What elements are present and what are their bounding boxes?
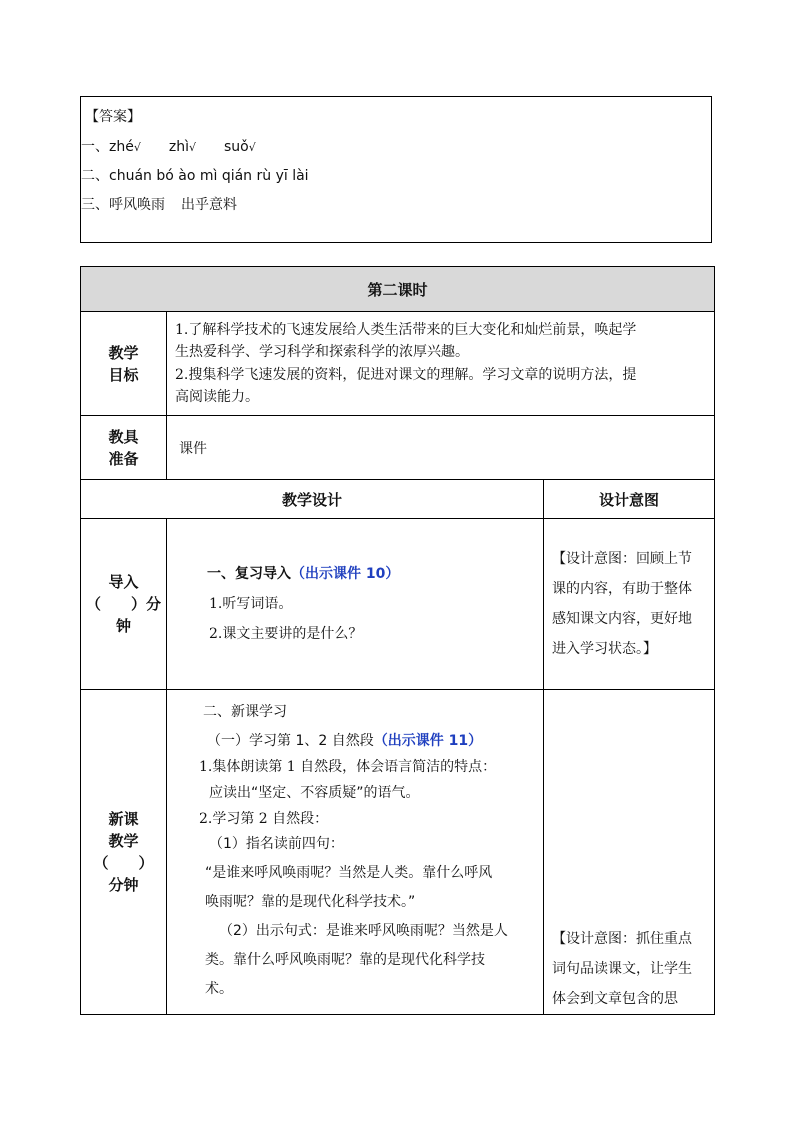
answer-line-1-prefix: 一、	[81, 139, 109, 155]
lesson-header: 第二课时	[81, 267, 715, 312]
answer-line-3	[81, 194, 237, 214]
goals-label: 教学 目标	[81, 312, 167, 416]
answer-line-1	[81, 136, 256, 156]
intro-slide-note: （出示课件 10）	[291, 566, 400, 582]
intro-heading: 一、复习导入	[207, 566, 291, 582]
intro-label: 导入 （ ）分 钟	[81, 519, 167, 690]
new-lesson-intent: 【设计意图：抓住重点 词句品读课文，让学生 体会到文章包含的思	[544, 690, 715, 1015]
goals-content: 1.了解科学技术的飞速发展给人类生活带来的巨大变化和灿烂前景，唤起学 生热爱科学、学习科学和探索科学的浓厚兴趣。 2.搜集科学飞速发展的资料，促进对课文的理解。学习文章的说明方法，提 高阅读能力。	[167, 312, 715, 416]
design-column-header: 教学设计	[81, 480, 544, 519]
new-slide-note: （出示课件 11）	[373, 733, 483, 749]
new-lesson-content: 二、新课学习 （一）学习第 1、2 自然段（出示课件 11） 1.集体朗读第 1 自然段，体会语言简洁的特点： 应读出“坚定、不容质疑”的语气。 2.学习第 2 自然段： （1）指名读前四句： “是谁来呼风唤雨呢？当然是人类。靠什么呼风 唤雨呢？靠的是现代化科学技术。” （2）出示句式：是谁来呼风唤雨呢？当然是人 类。靠什么呼风唤雨呢？靠的是现代化科学技 术。	[167, 690, 544, 1015]
answer-line-3-prefix: 三、	[81, 197, 109, 213]
answer-word-2: 出乎意料	[181, 197, 237, 213]
check-icon: √	[248, 141, 256, 154]
prep-content: 课件	[167, 416, 715, 480]
intent-column-header: 设计意图	[544, 480, 715, 519]
pinyin-1: zhé	[109, 139, 134, 155]
check-icon: √	[133, 141, 141, 154]
lesson-table	[80, 266, 715, 1015]
intro-intent: 【设计意图：回顾上节 课的内容，有助于整体 感知课文内容，更好地 进入学习状态。】	[544, 519, 715, 690]
answer-box	[80, 96, 712, 243]
intro-content: 一、复习导入（出示课件 10） 1.听写词语。 2.课文主要讲的是什么？	[167, 519, 544, 690]
prep-label: 教具 准备	[81, 416, 167, 480]
pinyin-3: suǒ	[224, 139, 249, 155]
answer-line-2: 二、chuán bó ào mì qián rù yī lài	[81, 168, 309, 184]
pinyin-2: zhì	[168, 139, 189, 155]
check-icon: √	[188, 141, 196, 154]
answer-word-1: 呼风唤雨	[109, 197, 165, 213]
new-lesson-label: 新课 教学 （ ） 分钟	[81, 690, 167, 1015]
answer-title: 【答案】	[85, 109, 141, 125]
